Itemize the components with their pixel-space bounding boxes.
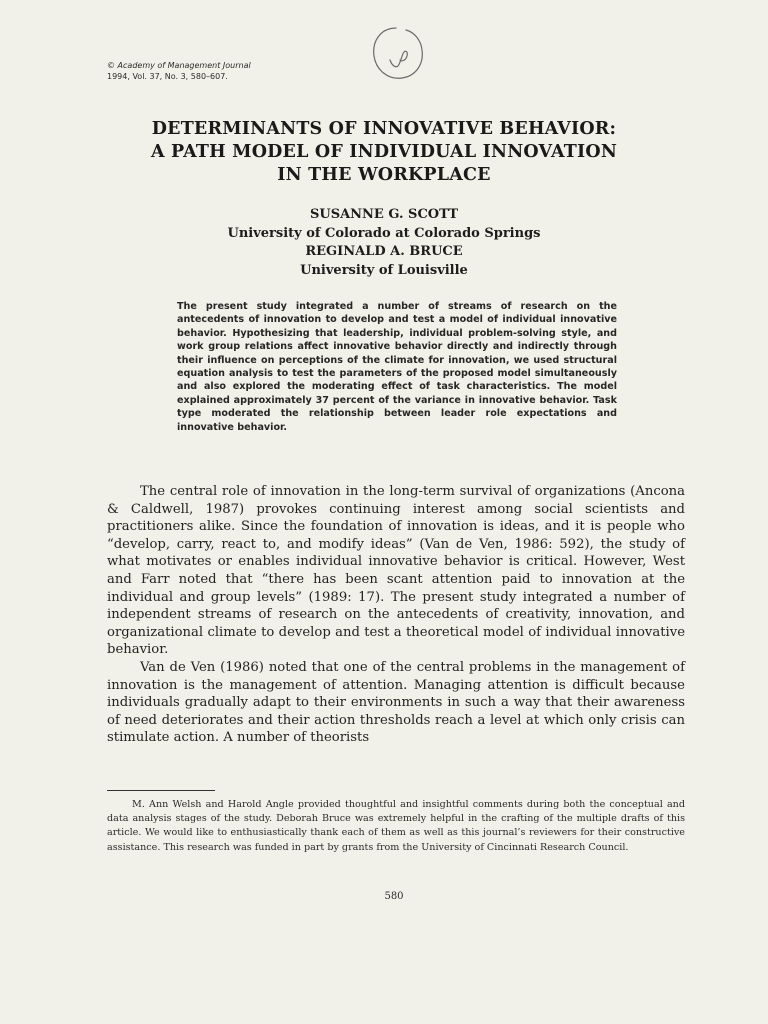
circled-handwritten-mark-icon: [366, 22, 430, 86]
title-line-1: DETERMINANTS OF INNOVATIVE BEHAVIOR:: [151, 119, 617, 139]
page-number: 580: [384, 891, 404, 902]
journal-copyright-line: © Academy of Management Journal: [107, 61, 251, 70]
author-affiliation: University of Colorado at Colorado Springs: [227, 225, 541, 241]
author-name: SUSANNE G. SCOTT: [309, 207, 459, 222]
body-paragraph: The central role of innovation in the long-term survival of organizations (Ancona & Caldwell, 1987) provokes continuing interest among social scientists and practitioners alike. Since the foundation of innovation is ideas, and it is people who “develop, carry, react to, and modify ideas” (Van de Ven, 1986: 592), the study of what motivates or enables individual innovative behavior is critical. However, West and Farr noted that “there has been scant attention paid to innovation at the individual and group levels” (1989: 17). The present study integrated a number of independent streams of research on the antecedents of creativity, innovation, and organizational climate to develop and test a theoretical model of individual innovative behavior.: [107, 484, 685, 658]
acknowledgment-footnote: M. Ann Welsh and Harold Angle provided thoughtful and insightful comments during both the conceptual and data analysis stages of the study. Deborah Bruce was extremely helpful in the crafting of the multiple drafts of this article. We would like to enthusiastically thank each of them as well as this journal’s reviewers for their constructive assistance. This research was funded in part by grants from the University of Cincinnati Research Council.: [107, 799, 685, 853]
body-paragraph: Van de Ven (1986) noted that one of the central problems in the management of innovation is the management of attention. Managing attention is difficult because individuals gradually adapt to their environments in such a way that their awareness of need deteriorates and their action thresholds reach a level at which only crisis can stimulate action. A number of theorists: [107, 659, 685, 746]
author-block: [100, 206, 668, 280]
journal-reference: [107, 60, 251, 82]
author-name: REGINALD A. BRUCE: [305, 244, 463, 259]
title-line-3: IN THE WORKPLACE: [277, 165, 491, 185]
footnote-divider: [107, 790, 215, 791]
journal-volume-line: 1994, Vol. 37, No. 3, 580–607.: [107, 72, 228, 81]
article-title: [100, 118, 668, 187]
title-line-2: A PATH MODEL OF INDIVIDUAL INNOVATION: [150, 142, 618, 162]
author-affiliation: University of Louisville: [300, 262, 468, 278]
body-text: [107, 483, 685, 747]
abstract: The present study integrated a number of streams of research on the antecedents of innovation to develop and test a model of individual innovative behavior. Hypothesizing that leadership, individual problem-solving style, and work group relations affect innovative behavior directly and indirectly through their influence on perceptions of the climate for innovation, we used structural equation analysis to test the parameters of the proposed model simultaneously and also explored the moderating effect of task characteristics. The model explained approximately 37 percent of the variance in innovative behavior. Task type moderated the relationship between leader role expectations and innovative behavior.: [177, 301, 617, 433]
